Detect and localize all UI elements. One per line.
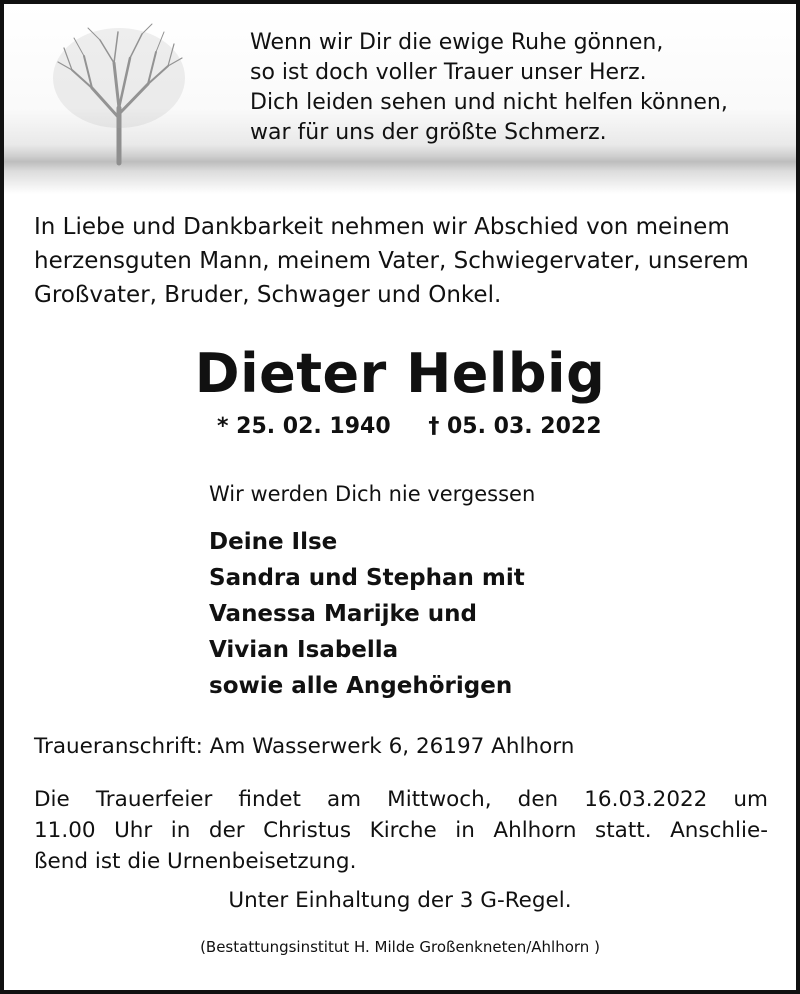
tree-icon bbox=[44, 18, 194, 168]
family-line: Sandra und Stephan mit bbox=[209, 565, 525, 591]
intro-text bbox=[34, 210, 779, 312]
poem-line: so ist doch voller Trauer unser Herz. bbox=[250, 60, 647, 85]
never-forget-line: Wir werden Dich nie vergessen bbox=[209, 482, 536, 506]
funeral-home-credit: (Bestattungsinstitut H. Milde Großenkneten/Ahlhorn ) bbox=[200, 938, 600, 956]
intro-line: Großvater, Bruder, Schwager und Onkel. bbox=[34, 282, 502, 308]
ceremony-info bbox=[34, 784, 768, 877]
rule-note: Unter Einhaltung der 3 G-Regel. bbox=[228, 888, 572, 913]
family-line: Vivian Isabella bbox=[209, 637, 399, 663]
poem-line: Wenn wir Dir die ewige Ruhe gönnen, bbox=[250, 30, 664, 55]
intro-line: herzensguten Mann, meinem Vater, Schwiegervater, unserem bbox=[34, 248, 749, 274]
intro-line: In Liebe und Dankbarkeit nehmen wir Abschied von meinem bbox=[34, 214, 730, 240]
ceremony-line: Die Trauerfeier findet am Mittwoch, den 16.03.2022 um bbox=[34, 787, 768, 812]
life-dates bbox=[217, 414, 602, 439]
poem bbox=[250, 28, 790, 148]
family-line: sowie alle Angehörigen bbox=[209, 673, 513, 699]
family-line: Vanessa Marijke und bbox=[209, 601, 477, 627]
ceremony-line: 11.00 Uhr in der Christus Kirche in Ahlhorn statt. Anschlie- bbox=[34, 818, 768, 843]
poem-line: Dich leiden sehen und nicht helfen können, bbox=[250, 90, 728, 115]
header-image-band bbox=[4, 4, 796, 194]
deceased-name: Dieter Helbig bbox=[194, 342, 606, 405]
death-date: † 05. 03. 2022 bbox=[428, 414, 602, 439]
family-line: Deine Ilse bbox=[209, 529, 338, 555]
family-signatures bbox=[209, 524, 525, 704]
poem-line: war für uns der größte Schmerz. bbox=[250, 120, 607, 145]
mourning-address: Traueranschrift: Am Wasserwerk 6, 26197 Ahlhorn bbox=[34, 734, 575, 759]
birth-date: * 25. 02. 1940 bbox=[217, 414, 391, 439]
ceremony-line: ßend ist die Urnenbeisetzung. bbox=[34, 849, 357, 874]
